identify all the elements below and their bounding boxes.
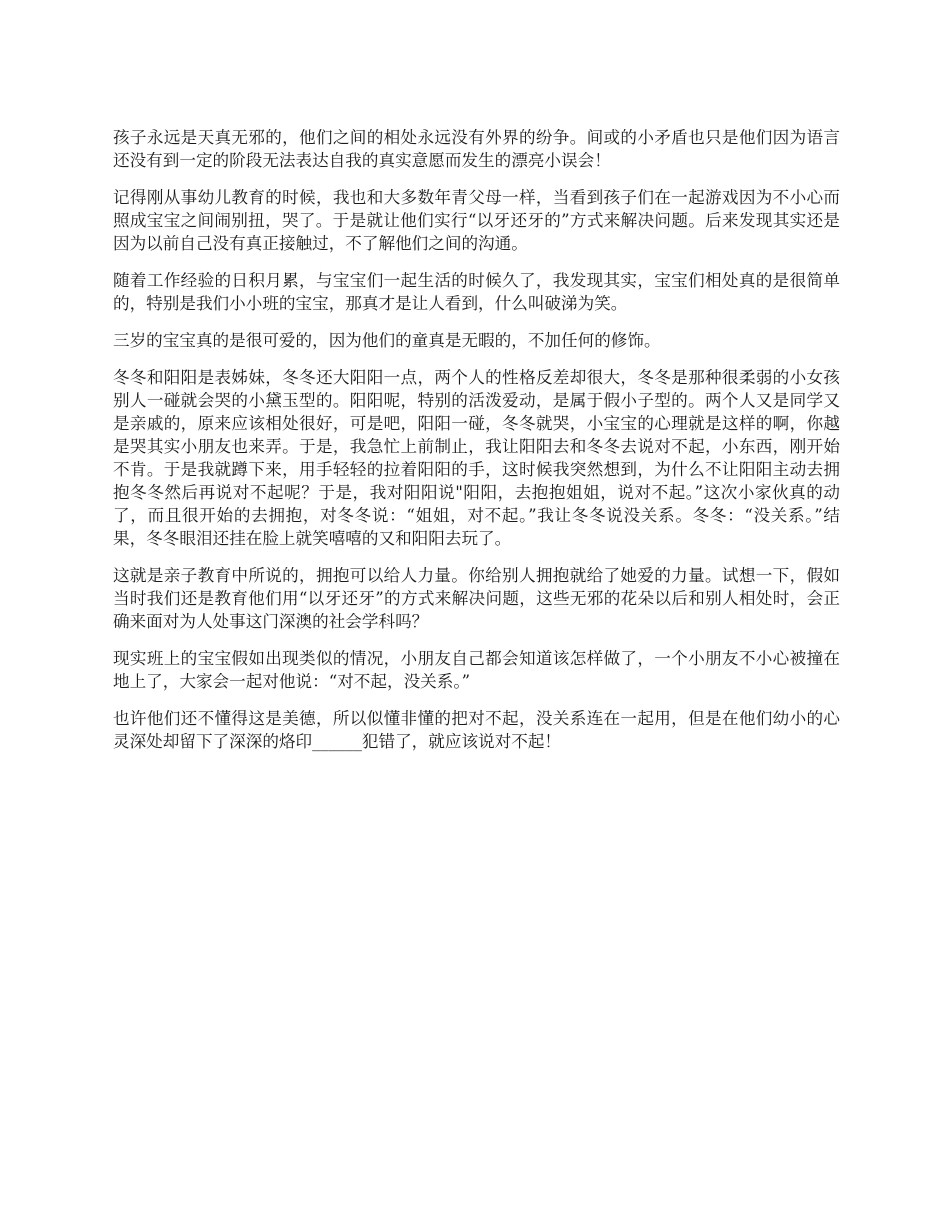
paragraph-6: 这就是亲子教育中所说的，拥抱可以给人力量。你给别人拥抱就给了她爱的力量。试想一下，假如当时我们还是教育他们用“以牙还牙”的方式来解决问题，这些无邪的花朵以后和别人相处时，会正确来面对为人处事这门深澳的社会学科吗？ xyxy=(113,566,840,631)
paragraph-1: 孩子永远是天真无邪的，他们之间的相处永远没有外界的纷争。间或的小矛盾也只是他们因为语言还没有到一定的阶段无法表达自我的真实意愿而发生的漂亮小误会！ xyxy=(113,128,840,170)
paragraph-8: 也许他们还不懂得这是美德，所以似懂非懂的把对不起，没关系连在一起用，但是在他们幼小的心灵深处却留下了深深的烙印______犯错了，就应该说对不起！ xyxy=(113,709,840,751)
article-body xyxy=(113,126,840,767)
paragraph-2: 记得刚从事幼儿教育的时候，我也和大多数年青父母一样，当看到孩子们在一起游戏因为不小心而照成宝宝之间闹别扭，哭了。于是就让他们实行“以牙还牙的”方式来解决问题。后来发现其实还是因为以前自己没有真正接触过，不了解他们之间的沟通。 xyxy=(113,188,840,253)
paragraph-7: 现实班上的宝宝假如出现类似的情况，小朋友自己都会知道该怎样做了，一个小朋友不小心被撞在地上了，大家会一起对他说：“对不起，没关系。” xyxy=(113,649,840,691)
paragraph-3: 随着工作经验的日积月累，与宝宝们一起生活的时候久了，我发现其实，宝宝们相处真的是很简单的，特别是我们小小班的宝宝，那真才是让人看到，什么叫破涕为笑。 xyxy=(113,271,840,313)
paragraph-5: 冬冬和阳阳是表姊妹，冬冬还大阳阳一点，两个人的性格反差却很大，冬冬是那种很柔弱的小女孩别人一碰就会哭的小黛玉型的。阳阳呢，特别的活泼爱动，是属于假小子型的。两个人又是同学又是亲戚的，原来应该相处很好，可是吧，阳阳一碰，冬冬就哭，小宝宝的心理就是这样的啊，你越是哭其实小朋友也来弄。于是，我急忙上前制止，我让阳阳去和冬冬去说对不起，小东西，刚开始不肯。于是我就蹲下来，用手轻轻的拉着阳阳的手，这时候我突然想到，为什么不让阳阳主动去拥抱冬冬然后再说对不起呢？于是，我对阳阳说"阳阳，去抱抱姐姐，说对不起。”这次小家伙真的动了，而且很开始的去拥抱，对冬冬说：“姐姐，对不起。”我让冬冬说没关系。冬冬：“没关系。”结果，冬冬眼泪还挂在脸上就笑嘻嘻的又和阳阳去玩了。 xyxy=(113,368,840,548)
paragraph-4: 三岁的宝宝真的是很可爱的，因为他们的童真是无暇的，不加任何的修饰。 xyxy=(113,331,661,350)
